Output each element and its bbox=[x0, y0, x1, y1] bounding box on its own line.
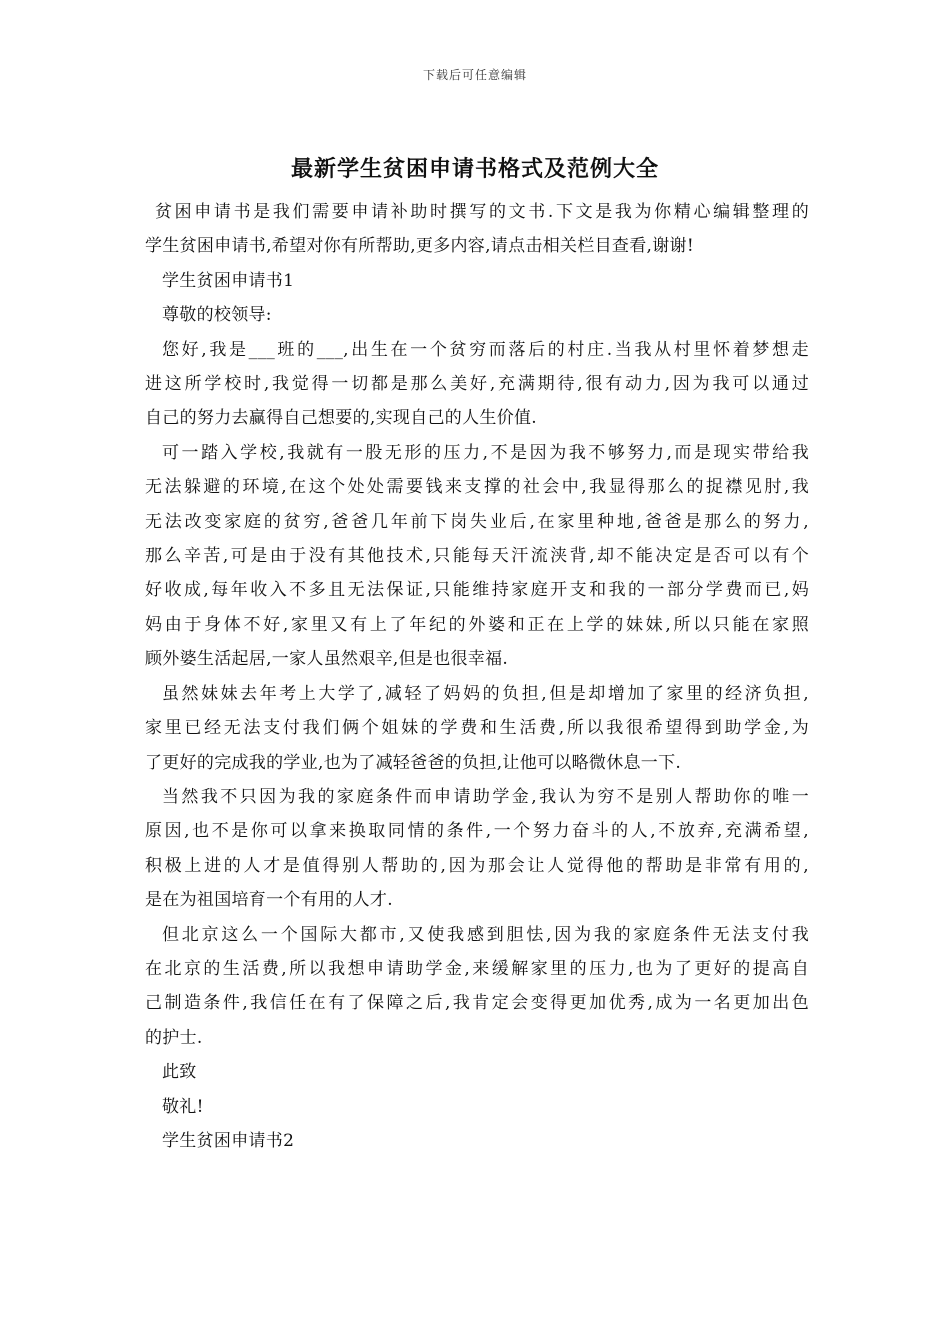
header-note: 下载后可任意编辑 bbox=[422, 68, 527, 82]
body-line: 好收成,每年收入不多且无法保证,只能维持家庭开支和我的一部分学费而已,妈 bbox=[145, 580, 809, 601]
body-line: 尊敬的校领导: bbox=[162, 305, 272, 326]
body-line: 无法躲避的环境,在这个处处需要钱来支撑的社会中,我显得那么的捉襟见肘,我 bbox=[145, 477, 809, 498]
document-body bbox=[145, 195, 809, 1158]
body-line: 学生贫困申请书2 bbox=[162, 1130, 295, 1151]
body-line: 无法改变家庭的贫穷,爸爸几年前下岗失业后,在家里种地,爸爸是那么的努力, bbox=[145, 511, 809, 532]
document-title: 最新学生贫困申请书格式及范例大全 bbox=[290, 157, 659, 182]
body-line: 在北京的生活费,所以我想申请助学金,来缓解家里的压力,也为了更好的提高自 bbox=[145, 958, 809, 979]
body-line: 进这所学校时,我觉得一切都是那么美好,充满期待,很有动力,因为我可以通过 bbox=[145, 374, 809, 395]
body-line: 积极上进的人才是值得别人帮助的,因为那会让人觉得他的帮助是非常有用的, bbox=[145, 855, 809, 876]
body-line: 那么辛苦,可是由于没有其他技术,只能每天汗流浃背,却不能决定是否可以有个 bbox=[145, 546, 809, 567]
body-line: 敬礼! bbox=[162, 1096, 204, 1117]
body-line: 您好,我是___班的___,出生在一个贫穷而落后的村庄.当我从村里怀着梦想走 bbox=[162, 339, 809, 360]
body-line: 可一踏入学校,我就有一股无形的压力,不是因为我不够努力,而是现实带给我 bbox=[162, 442, 809, 463]
body-line: 贫困申请书是我们需要申请补助时撰写的文书.下文是我为你精心编辑整理的 bbox=[155, 202, 809, 222]
body-line: 原因,也不是你可以拿来换取同情的条件,一个努力奋斗的人,不放弃,充满希望, bbox=[145, 821, 809, 842]
body-line: 学生贫困申请书,希望对你有所帮助,更多内容,请点击相关栏目查看,谢谢! bbox=[145, 236, 694, 257]
body-line: 妈由于身体不好,家里又有上了年纪的外婆和正在上学的妹妹,所以只能在家照 bbox=[145, 614, 809, 635]
body-line: 是在为祖国培育一个有用的人才. bbox=[145, 890, 393, 911]
body-line: 顾外婆生活起居,一家人虽然艰辛,但是也很幸福. bbox=[145, 649, 509, 670]
body-line: 家里已经无法支付我们俩个姐妹的学费和生活费,所以我很希望得到助学金,为 bbox=[145, 718, 809, 739]
body-line: 当然我不只因为我的家庭条件而申请助学金,我认为穷不是别人帮助你的唯一 bbox=[162, 786, 809, 807]
body-line: 虽然妹妹去年考上大学了,减轻了妈妈的负担,但是却增加了家里的经济负担, bbox=[162, 683, 809, 704]
body-line: 了更好的完成我的学业,也为了减轻爸爸的负担,让他可以略微休息一下. bbox=[145, 752, 682, 773]
body-line: 自己的努力去赢得自己想要的,实现自己的人生价值. bbox=[145, 408, 538, 429]
body-line: 此致 bbox=[162, 1062, 197, 1083]
body-line: 学生贫困申请书1 bbox=[162, 270, 295, 291]
body-line: 但北京这么一个国际大都市,又使我感到胆怯,因为我的家庭条件无法支付我 bbox=[162, 924, 809, 945]
body-line: 己制造条件,我信任在有了保障之后,我肯定会变得更加优秀,成为一名更加出色 bbox=[145, 993, 809, 1014]
body-line: 的护士. bbox=[145, 1027, 203, 1048]
